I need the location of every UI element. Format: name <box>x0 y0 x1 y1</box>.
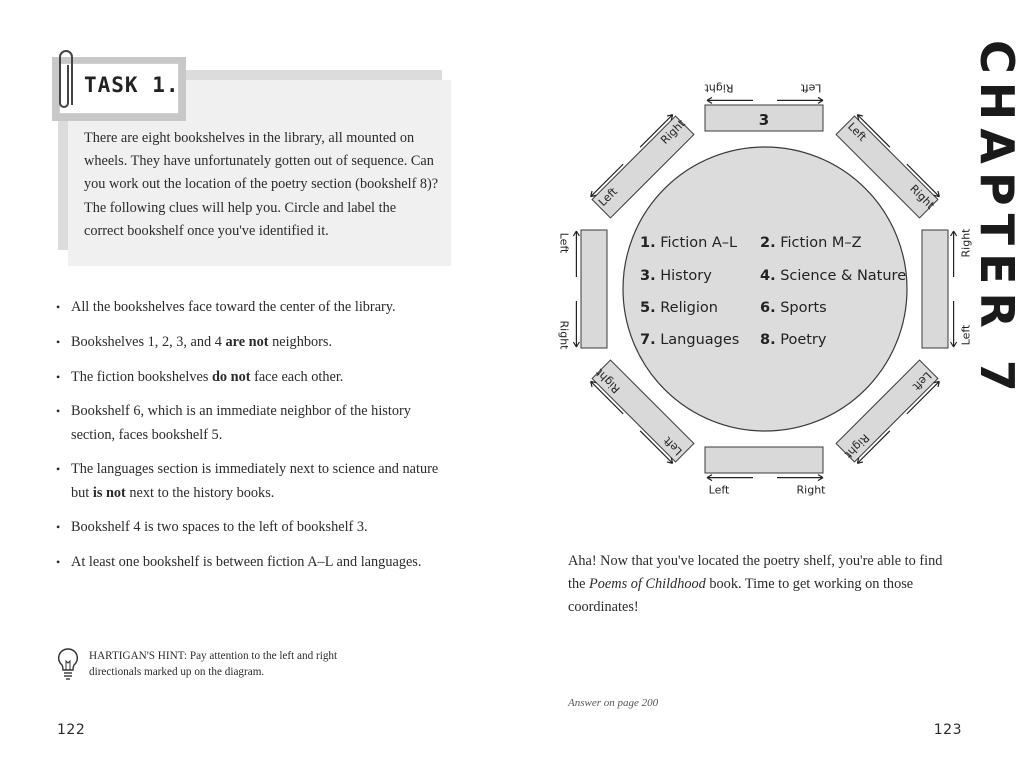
shelf-right[interactable] <box>922 230 948 348</box>
clue-item <box>56 458 456 504</box>
clue-item <box>56 400 456 446</box>
right-label: Right <box>658 117 688 147</box>
right-label: Right <box>842 431 872 461</box>
legend-item-4: 4. Science & Nature <box>760 268 907 284</box>
clue-text: The languages section is immediately next to science and nature but <box>71 461 439 501</box>
clue-text-end: neighbors. <box>268 333 333 350</box>
book-title: Poems of Childhood <box>589 576 706 593</box>
aha-text-start: Aha! Now that you've located the poetry shelf, you're able to find the <box>568 553 943 593</box>
left-label: Left <box>959 324 973 346</box>
shelf-direction-marker <box>704 81 823 103</box>
clue-text: All the bookshelves face toward the center of the library. <box>71 299 396 315</box>
direction-arrow <box>707 97 753 103</box>
direction-arrow <box>777 97 823 103</box>
aha-paragraph <box>568 550 958 620</box>
clue-text: At least one bookshelf is between fiction A–L and languages. <box>71 554 422 571</box>
chapter-side-text: CHAPTER 7 <box>970 40 1024 400</box>
right-label: Right <box>704 81 734 95</box>
shelf-bottom[interactable] <box>705 447 823 473</box>
legend-item-1: 1. Fiction A–L <box>640 235 738 251</box>
left-label: Left <box>661 434 685 458</box>
page-number-right: 123 <box>933 722 962 738</box>
shelf-left[interactable] <box>581 230 607 348</box>
task-description: There are eight bookshelves in the library, all mounted on wheels. They have unfortunately gotten out of sequence. Can you work out the location of the poetry section (bookshelf 8)? The following clues will help you. Circle and label the correct bookshelf once you've identified it. <box>84 130 439 239</box>
shelf-direction-marker <box>557 231 579 350</box>
answer-note: Answer on page 200 <box>568 697 659 709</box>
direction-arrow <box>951 301 957 347</box>
paperclip-icon <box>54 45 80 117</box>
left-label: Left <box>596 185 620 209</box>
hint-text: HARTIGAN'S HINT: Pay attention to the left and right directionals marked up on the diagram. <box>89 650 338 678</box>
clue-item <box>56 331 456 354</box>
lightbulb-icon <box>56 647 80 681</box>
legend-item-3: 3. History <box>640 268 712 284</box>
right-label: Right <box>907 182 937 212</box>
direction-arrow <box>573 301 579 347</box>
shelf-top-label: 3 <box>758 111 770 129</box>
clue-text-end: next to the history books. <box>125 484 275 501</box>
clue-emphasis: are not <box>225 333 269 350</box>
clue-item <box>56 296 456 319</box>
legend-item-5: 5. Religion <box>640 300 718 316</box>
left-label: Left <box>708 483 730 497</box>
clue-text: Bookshelves 1, 2, 3, and 4 <box>71 333 226 350</box>
shelf-direction-marker <box>707 475 826 497</box>
aha-text-end: book. Time to get working on those coordinates! <box>568 576 914 616</box>
legend-item-8: 8. Poetry <box>760 332 827 348</box>
bookshelf-diagram <box>530 55 980 525</box>
left-label: Left <box>910 369 934 393</box>
chapter-side-tab <box>970 40 1024 730</box>
direction-arrow <box>951 231 957 277</box>
clue-text: Bookshelf 4 is two spaces to the left of bookshelf 3. <box>71 519 368 536</box>
right-label: Right <box>959 228 973 258</box>
library-center-circle <box>623 147 907 431</box>
right-label: Right <box>593 366 623 396</box>
legend-item-2: 2. Fiction M–Z <box>760 235 862 251</box>
clue-item <box>56 551 456 574</box>
clue-list <box>56 296 456 586</box>
clue-text: The fiction bookshelves <box>71 368 212 385</box>
right-label: Right <box>796 483 826 497</box>
page-number-left: 122 <box>57 722 86 738</box>
clue-item <box>56 516 456 539</box>
clue-emphasis: is not <box>92 484 126 501</box>
legend-item-7: 7. Languages <box>640 332 740 348</box>
clue-text-end: face each other. <box>250 368 344 385</box>
clue-text: Bookshelf 6, which is an immediate neighbor of the history section, faces bookshelf 5. <box>71 403 411 443</box>
right-label: Right <box>557 320 571 350</box>
left-label: Left <box>800 81 822 95</box>
clue-item <box>56 366 456 389</box>
left-label: Left <box>845 120 869 144</box>
direction-arrow <box>573 231 579 277</box>
direction-arrow <box>707 475 753 481</box>
direction-arrow <box>777 475 823 481</box>
left-label: Left <box>557 232 571 254</box>
task-title: TASK 1. <box>84 73 180 97</box>
clue-emphasis: do not <box>211 368 251 385</box>
legend-item-6: 6. Sports <box>760 300 827 316</box>
